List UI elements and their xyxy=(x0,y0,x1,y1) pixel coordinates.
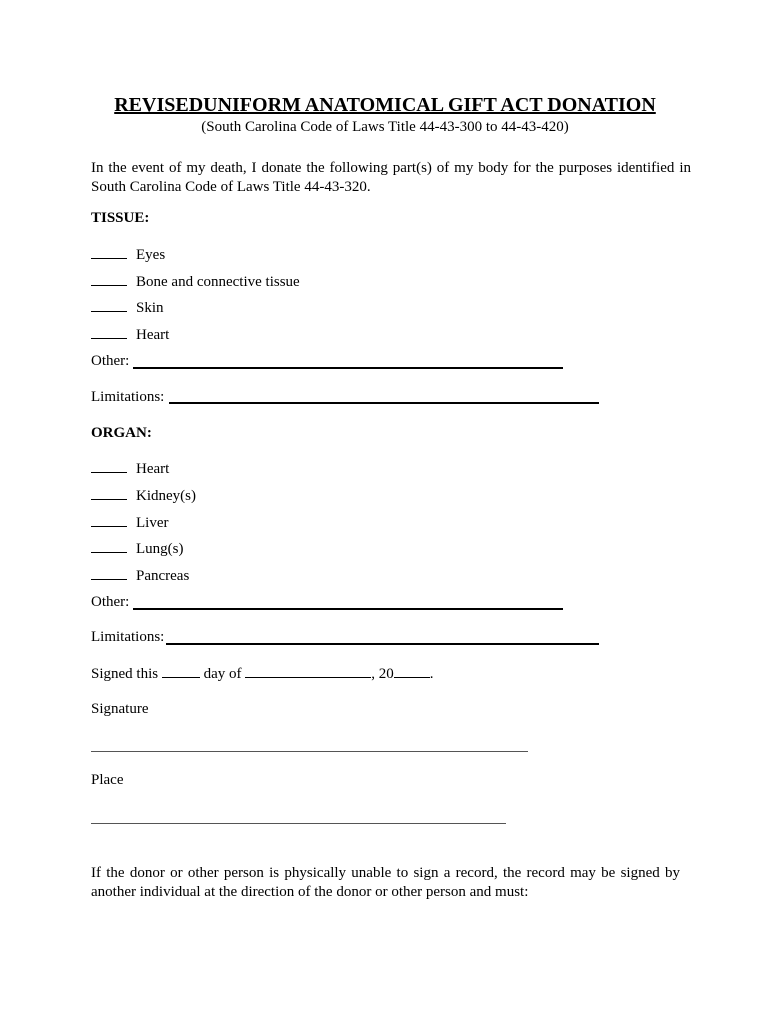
signed-line: Signed this day of , 20 . xyxy=(91,666,434,682)
tissue-other-label: Other: xyxy=(91,353,130,369)
organ-item-pancreas: Pancreas xyxy=(91,567,189,585)
organ-item-heart: Heart xyxy=(91,460,169,478)
checkbox-blank[interactable] xyxy=(91,540,127,553)
tissue-other-field[interactable] xyxy=(133,367,563,369)
organ-limitations-label: Limitations: xyxy=(91,629,165,645)
day-field[interactable] xyxy=(162,665,200,678)
tissue-item-bone: Bone and connective tissue xyxy=(91,273,300,291)
intro-paragraph: In the event of my death, I donate the following part(s) of my body for the purposes identified in South Carolina Code of Laws Title 44-43-320. xyxy=(91,160,691,195)
checkbox-blank[interactable] xyxy=(91,567,127,580)
page-title: REVISEDUNIFORM ANATOMICAL GIFT ACT DONATION xyxy=(114,94,656,116)
organ-item-kidney: Kidney(s) xyxy=(91,487,196,505)
checkbox-blank[interactable] xyxy=(91,299,127,312)
place-field[interactable] xyxy=(91,823,506,824)
tissue-item-skin: Skin xyxy=(91,299,164,317)
organ-item-lung: Lung(s) xyxy=(91,540,184,558)
checkbox-blank[interactable] xyxy=(91,514,127,527)
checkbox-blank[interactable] xyxy=(91,460,127,473)
organ-limitations-field[interactable] xyxy=(166,643,599,645)
tissue-item-eyes: Eyes xyxy=(91,246,165,264)
place-label: Place xyxy=(91,772,124,788)
month-field[interactable] xyxy=(245,665,371,678)
tissue-heading: TISSUE: xyxy=(91,210,150,226)
tissue-item-heart: Heart xyxy=(91,326,169,344)
checkbox-blank[interactable] xyxy=(91,487,127,500)
signature-label: Signature xyxy=(91,701,149,717)
footer-paragraph: If the donor or other person is physically unable to sign a record, the record may be signed by another individual at the direction of the donor or other person and must: xyxy=(91,865,680,900)
checkbox-blank[interactable] xyxy=(91,246,127,259)
year-field[interactable] xyxy=(394,665,430,678)
checkbox-blank[interactable] xyxy=(91,273,127,286)
tissue-limitations-field[interactable] xyxy=(169,402,599,404)
organ-other-field[interactable] xyxy=(133,608,563,610)
tissue-limitations-label: Limitations: xyxy=(91,389,165,405)
checkbox-blank[interactable] xyxy=(91,326,127,339)
organ-heading: ORGAN: xyxy=(91,425,152,441)
page-subtitle: (South Carolina Code of Laws Title 44-43-300 to 44-43-420) xyxy=(201,119,569,135)
organ-other-label: Other: xyxy=(91,594,130,610)
organ-item-liver: Liver xyxy=(91,514,168,532)
signature-field[interactable] xyxy=(91,751,528,752)
